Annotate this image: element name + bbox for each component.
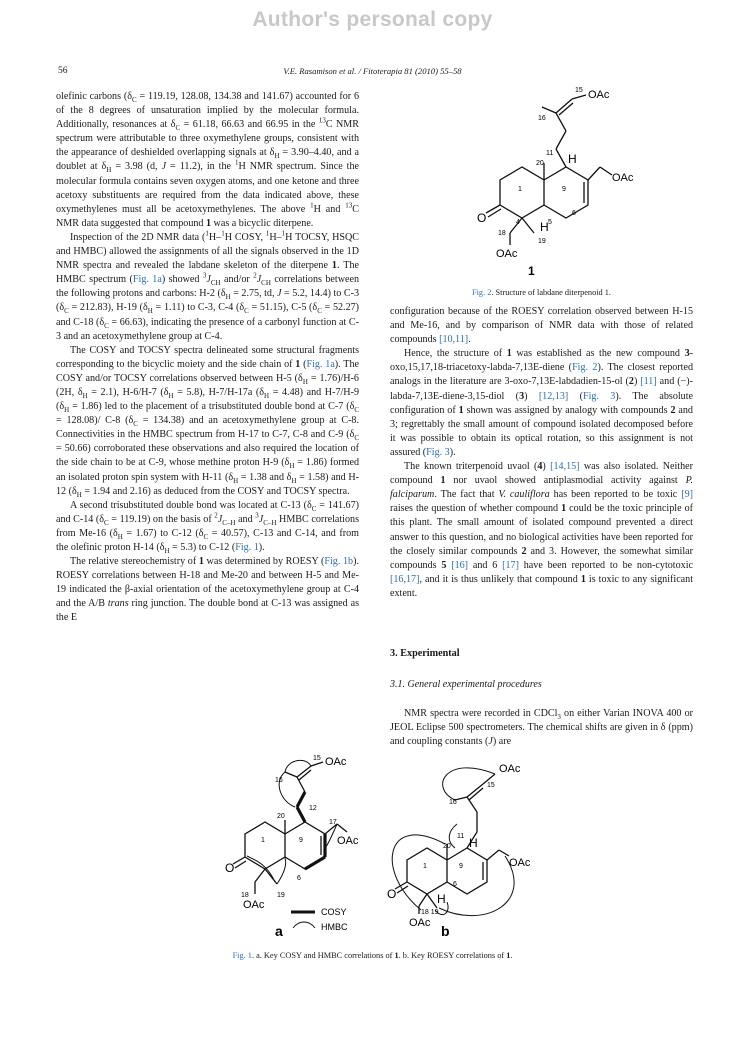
fig1b-h9: H: [469, 836, 478, 850]
fig2-h5: H: [540, 220, 549, 234]
fig2-label-19: 19: [538, 238, 546, 245]
fig1a-label-17: 17: [329, 819, 337, 826]
fig1b-panel-label: b: [441, 923, 450, 939]
fig2-label-5: 5: [548, 219, 552, 226]
fig1b-label-1: 1: [423, 863, 427, 870]
fig1a-oac-17: OAc: [337, 835, 359, 847]
fig1a-label-19: 19: [277, 892, 285, 899]
left-paragraph-1: olefinic carbons ($\delta_C = 119.19$, 128.08, 134.38 and 141.67) accounted for 6 of the 8 degrees of unsaturation implied by the molecular formula. Additionally, resonances at $\delta_C = 61.18$, 66.63 and 66.95 in the $^{13}$C NMR spectrum were attributable to three oxymethylene groups, consistent with the appearance of deshielded overlapping signals at $\delta_H = 3.90-4.40$, and a doublet at $\delta_H = 3.98$ (d, J = 11.2), in the $^1$H NMR spectrum. Since the molecular formula contains seven oxygen atoms, and one ketone and three acetoxy substituents are required from the data indicated above, these oxymethylenes must all be acetoxymethylenes. The above $^1$H and $^{13}$C NMR data suggested that compound 1 was a bicyclic diterpene.: [56, 91, 359, 229]
fig2-h9: H: [568, 152, 577, 166]
fig1a-oxo: O: [225, 861, 235, 875]
fig2-oac-15: OAc: [588, 89, 610, 101]
hmbc-legend-arrow: [293, 922, 315, 928]
fig1a-label-1: 1: [261, 837, 265, 844]
figure-1b-structure: [385, 752, 560, 942]
fig2-oac-17: OAc: [612, 172, 634, 184]
fig2-label-16: 16: [538, 115, 546, 122]
fig2-label-4: 4: [516, 219, 520, 226]
left-paragraph-5: The relative stereochemistry of 1 was determined by ROESY (Fig. 1b). ROESY correlations between H-18 and Me-20 and between H-5 and Me-19 indicated the β-axial orientation of the acetoxymethylene group at C-4 and the A/B trans ring junction. The double bond at C-13 was assigned as the E: [56, 556, 359, 624]
fig2-label-1: 1: [518, 186, 522, 193]
section-title: 3. Experimental: [390, 648, 460, 659]
fig1a-label-15: 15: [313, 755, 321, 762]
fig1b-label-20: 20: [443, 843, 451, 850]
figure-1-caption: Fig. 1. a. Key COSY and HMBC correlations of 1. b. Key ROESY correlations of 1.: [232, 951, 513, 960]
fig1b-label-1819: 18 19: [421, 909, 439, 916]
fig1b-label-11: 11: [457, 833, 465, 840]
right-paragraph-1: configuration because of the ROESY correlation observed between H-15 and Me-16, and by comparison of NMR data with those of related compounds [10,11].: [390, 306, 693, 346]
fig1a-legend-hmbc: HMBC: [321, 922, 348, 932]
fig1b-label-16: 16: [449, 799, 457, 806]
fig2-oac-18: OAc: [496, 248, 518, 260]
right-column: [390, 305, 693, 601]
fig1a-legend-cosy: COSY: [321, 907, 347, 917]
fig2-label-11: 11: [546, 150, 554, 157]
page-number: 56: [58, 66, 68, 76]
running-head: V.E. Rasamison et al. / Fitoterapia 81 (2010) 55–58: [283, 66, 462, 76]
figure-2-structure: [460, 85, 640, 280]
left-paragraph-2: Inspection of the 2D NMR data ($^1$H–$^1$H COSY, $^1$H–$^1$H TOCSY, HSQC and HMBC) allowed the assignments of all the signals observed in the 1D NMR spectra and revealed the labdane skeleton of the diterpene 1. The HMBC spectrum (Fig. 1a) showed $^3J_{CH}$ and/or $^2J_{CH}$ correlations between the following protons and carbons: H-2 ($\delta_H = 2.75$, td, J = 5.2, 14.4) to C-3 $(\delta_C = 212.83)$, H-19 $(\delta_H = 1.11)$ to C-3, C-4 $(\delta_C = 51.15)$, C-5 $(\delta_C = 52.27)$ and C-18 $(\delta_C = 66.63)$, indicating the presence of a carbonyl function at C-3 and an acetoxymethylene group at C-4.: [56, 229, 360, 342]
figure-2-caption: Fig. 2. Structure of labdane diterpenoid 1.: [472, 288, 611, 297]
fig2-compound-label: 1: [528, 264, 535, 278]
left-column: [56, 90, 359, 626]
fig1b-label-9: 9: [459, 863, 463, 870]
right-paragraph-4: NMR spectra were recorded in CDCl$_3$ on either Varian INOVA 400 or JEOL Eclipse 500 spectrometers. The chemical shifts are given in δ (ppm) and coupling constants (J) are: [390, 708, 693, 748]
fig1a-label-20: 20: [277, 813, 285, 820]
fig1a-panel-label: a: [275, 923, 283, 939]
subsection-title: 3.1. General experimental procedures: [390, 679, 542, 690]
fig1b-label-15: 15: [487, 782, 495, 789]
figure-1a-structure: [215, 752, 375, 942]
fig2-label-20: 20: [536, 160, 544, 167]
right-column-experimental: [390, 707, 693, 749]
fig2-label-6: 6: [572, 210, 576, 217]
fig1a-oac-15: OAc: [325, 756, 347, 768]
right-paragraph-3: The known triterpenoid uvaol (4) [14,15] was also isolated. Neither compound 1 nor uvaol showed antiplasmodial activity against P. falciparum. The fact that V. cauliflora has been reported to be toxic [9] raises the question of whether compound 1 could be the toxic principle of this plant. The small amount of isolated compound prevented a direct answer to this question, and no biological activities have been reported for the closely similar compounds 2 and 3. However, the somewhat similar compounds 5 [16] and 6 [17] have been reported to be non-cytotoxic [16,17], and it is thus unlikely that compound 1 is toxic to any significant extent.: [390, 461, 694, 599]
fig1b-oac-17: OAc: [509, 857, 531, 869]
fig2-label-15: 15: [575, 87, 583, 94]
watermark: Author's personal copy: [252, 8, 493, 31]
fig1a-label-18: 18: [241, 892, 249, 899]
right-paragraph-2: Hence, the structure of 1 was established as the new compound 3-oxo,15,17,18-triacetoxy-labda-7,13E-diene (Fig. 2). The closest reported analogs in the literature are 3-oxo-7,13E-labdadien-15-ol (2) [11] and (−)-labda-7,13E-diene-3,15-diol (3) [12,13] (Fig. 3). The absolute configuration of 1 shown was assigned by analogy with compounds 2 and 3; regrettably the small amount of compound isolated decomposed before it was possible to obtain its optical rotation, so this assignment is not assured (Fig. 3).: [390, 348, 694, 458]
fig2-label-9: 9: [562, 186, 566, 193]
fig1a-oac-18: OAc: [243, 899, 265, 911]
fig1a-label-6: 6: [297, 875, 301, 882]
left-paragraph-3: The COSY and TOCSY spectra delineated some structural fragments corresponding to the bicyclic moiety and the side chain of 1 (Fig. 1a). The COSY and/or TOCSY correlations observed between H-5 $(\delta_H = 1.76)/H-6$ (2H, $\delta_H = 2.1$), H-6/H-7 $(\delta_H = 5.8)$, H-7/H-17a $(\delta_H = 4.48)$ and H-7/H-9 $(\delta_H = 1.86)$ led to the placement of a trisubstituted double bond at C-7 $(\delta_C = 128.08)/$ C-8 $(\delta_C = 134.38)$ and an acetoxymethylene group at C-8. Connectivities in the HMBC spectrum from H-17 to C-7, C-8 and C-9 $(\delta_C = 50.66)$ corroborated these observations and also required the location of the side chain to be at C-9, whose methine proton H-9 $(\delta_H = 1.86)$ formed an isolated proton spin system with H-11 ($\delta_H = 1.38$ and $\delta_H = 1.58$) and H-12 ($\delta_H = 1.94$ and 2.16) as deduced from the COSY and TOCSY spectra.: [56, 344, 360, 499]
fig1b-oac-18: OAc: [409, 917, 431, 929]
fig1a-label-12: 12: [309, 805, 317, 812]
fig1b-label-6: 6: [453, 881, 457, 888]
fig1b-h5: H: [437, 892, 446, 906]
fig2-label-18: 18: [498, 230, 506, 237]
fig1b-oac-15: OAc: [499, 763, 521, 775]
fig2-oxo: O: [477, 211, 487, 225]
left-paragraph-4: A second trisubstituted double bond was located at C-13 $(\delta_C = 141.67)$ and C-14 $(\delta_C = 119.19)$ on the basis of $^2J_{C-H}$ and $^3J_{C-H}$ HMBC correlations from Me-16 $(\delta_H = 1.67)$ to C-12 $(\delta_C = 40.57)$, C-13 and C-14, and from the olefinic proton H-14 $(\delta_H = 5.3)$ to C-12 (Fig. 1).: [56, 499, 359, 556]
fig1a-label-16: 16: [275, 777, 283, 784]
fig1a-label-9: 9: [299, 837, 303, 844]
fig1b-oxo: O: [387, 887, 397, 901]
